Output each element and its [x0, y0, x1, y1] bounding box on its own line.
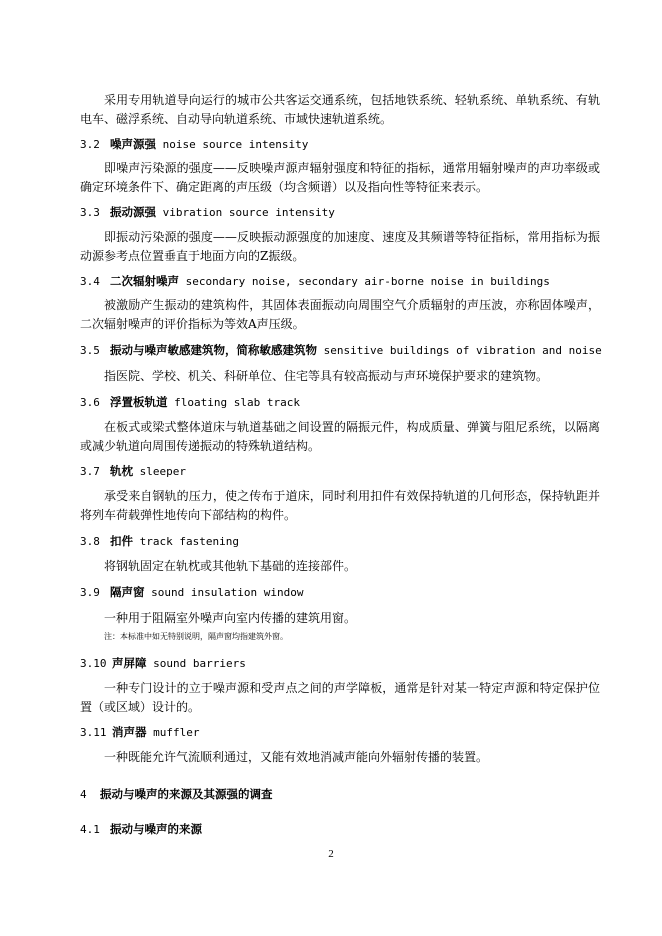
section-body: 在板式或梁式整体道床与轨道基础之间设置的隔振元件，构成质量、弹簧与阻尼系统，以隔离或减少轨道向周围传递振动的特殊轨道结构。 — [80, 420, 600, 453]
section-title-en: sound insulation window — [151, 586, 304, 599]
section-number: 3.10 — [80, 657, 107, 670]
body-3-3 — [80, 228, 600, 266]
section-number: 3.5 — [80, 344, 100, 357]
section-number: 3.8 — [80, 535, 100, 548]
section-body: 一种专门设计的立于噪声源和受声点之间的声学障板，通常是针对某一特定声源和特定保护位置（或区域）设计的。 — [80, 681, 600, 714]
section-note: 注：本标准中如无特别说明，隔声窗均指建筑外窗。 — [104, 632, 288, 641]
section-number: 3.9 — [80, 586, 100, 599]
body-3-7 — [80, 487, 600, 525]
section-title-zh: 二次辐射噪声 — [110, 274, 179, 288]
heading-3-11 — [80, 725, 199, 740]
section-body: 承受来自钢轨的压力，使之传布于道床，同时利用扣件有效保持轨道的几何形态，保持轨距并将列车荷载弹性地传向下部结构的构件。 — [80, 489, 600, 522]
heading-3-7 — [80, 464, 186, 479]
section-number: 3.11 — [80, 726, 107, 739]
section-title-en: floating slab track — [174, 396, 300, 409]
section-title-en: sleeper — [139, 465, 186, 478]
section-title-zh: 噪声源强 — [110, 137, 156, 151]
section-body: 一种用于阻隔室外噪声向室内传播的建筑用窗。 — [104, 611, 357, 625]
section-body: 即噪声污染源的强度——反映噪声源声辐射强度和特征的指标，通常用辐射噪声的声功率级或确定环境条件下、确定距离的声压级（均含频谱）以及指向性等特征来表示。 — [80, 161, 600, 194]
section-title-zh: 扣件 — [110, 534, 133, 548]
intro-paragraph: 采用专用轨道导向运行的城市公共客运交通系统，包括地铁系统、轻轨系统、单轨系统、有轨电车、磁浮系统、自动导向轨道系统、市域快速轨道系统。 — [80, 93, 600, 126]
body-3-9 — [80, 609, 600, 643]
section-body: 即振动污染源的强度——反映振动源强度的加速度、速度及其频谱等特征指标，常用指标为振动源参考点位置垂直于地面方向的Z振级。 — [80, 230, 600, 263]
body-3-11 — [80, 748, 600, 767]
heading-3-3 — [80, 205, 335, 220]
section-title-en: muffler — [153, 726, 200, 739]
section-title-zh: 振动与噪声的来源 — [110, 822, 202, 836]
section-number: 3.4 — [80, 275, 100, 288]
section-number: 3.2 — [80, 138, 100, 151]
section-title-en: secondary noise, secondary air-borne noise in buildings — [185, 275, 550, 288]
section-number: 4.1 — [80, 823, 100, 836]
chapter-title: 振动与噪声的来源及其源强的调查 — [100, 787, 273, 801]
section-body: 将钢轨固定在轨枕或其他轨下基础的连接部件。 — [104, 559, 357, 573]
body-3-2 — [80, 159, 600, 197]
section-title-zh: 轨枕 — [110, 464, 133, 478]
section-body: 一种既能允许气流顺利通过，又能有效地消减声能向外辐射传播的装置。 — [104, 750, 489, 764]
section-title-en: vibration source intensity — [162, 206, 335, 219]
section-title-zh: 振动与噪声敏感建筑物，简称敏感建筑物 — [110, 343, 317, 357]
page-number: 2 — [328, 848, 334, 860]
body-3-10 — [80, 679, 600, 717]
section-title-en: sensitive buildings of vibration and noise — [323, 344, 602, 357]
chapter-4-heading — [80, 787, 273, 802]
section-number: 3.6 — [80, 396, 100, 409]
section-title-zh: 隔声窗 — [110, 585, 145, 599]
heading-3-6 — [80, 395, 300, 410]
section-body: 被激励产生振动的建筑构件，其固体表面振动向周围空气介质辐射的声压波，亦称固体噪声，二次辐射噪声的评价指标为等效A声压级。 — [80, 298, 600, 331]
body-3-8 — [80, 557, 600, 576]
heading-3-2 — [80, 137, 308, 152]
heading-3-4 — [80, 274, 550, 289]
section-title-zh: 浮置板轨道 — [110, 395, 168, 409]
body-3-4 — [80, 296, 600, 334]
section-title-en: sound barriers — [153, 657, 246, 670]
heading-3-9 — [80, 585, 303, 600]
section-number: 3.3 — [80, 206, 100, 219]
section-title-en: noise source intensity — [162, 138, 309, 151]
heading-3-5 — [80, 343, 602, 358]
heading-4-1 — [80, 822, 202, 837]
body-3-5 — [80, 367, 600, 386]
heading-3-10 — [80, 656, 246, 671]
section-title-zh: 消声器 — [112, 725, 147, 739]
section-title-en: track fastening — [139, 535, 239, 548]
section-title-zh: 振动源强 — [110, 205, 156, 219]
chapter-number: 4 — [80, 788, 87, 801]
section-body: 指医院、学校、机关、科研单位、住宅等具有较高振动与声环境保护要求的建筑物。 — [104, 369, 549, 383]
section-number: 3.7 — [80, 465, 100, 478]
body-3-6 — [80, 418, 600, 456]
heading-3-8 — [80, 534, 239, 549]
section-title-zh: 声屏障 — [112, 656, 147, 670]
